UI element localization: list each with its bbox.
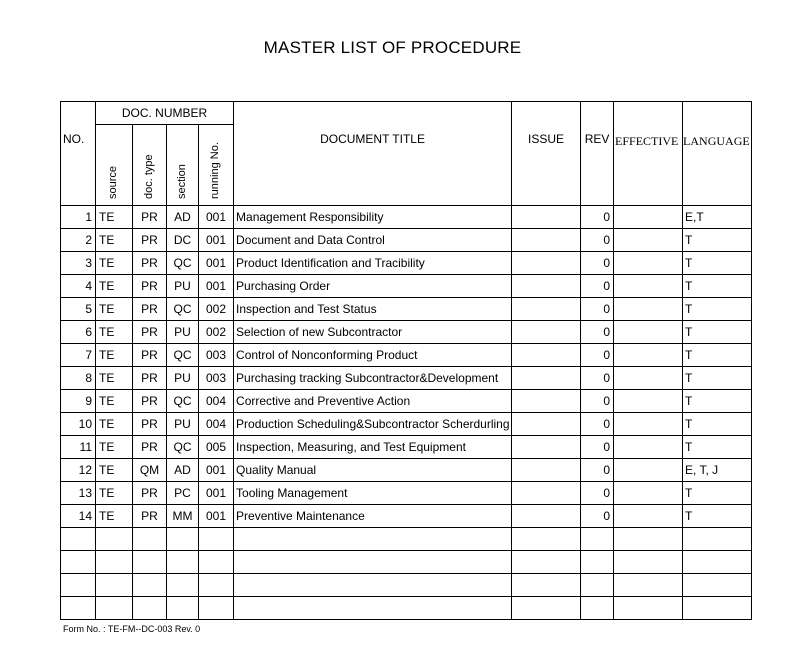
row-document-title: Corrective and Preventive Action bbox=[234, 390, 512, 413]
empty-cell bbox=[234, 574, 512, 597]
row-source: TE bbox=[96, 390, 133, 413]
row-effective bbox=[614, 344, 683, 367]
row-doc-type: PR bbox=[133, 436, 167, 459]
row-section: PU bbox=[167, 413, 199, 436]
empty-table-row bbox=[61, 551, 752, 574]
table-row bbox=[61, 252, 752, 275]
row-running-no: 001 bbox=[199, 206, 234, 229]
row-effective bbox=[614, 367, 683, 390]
row-source: TE bbox=[96, 436, 133, 459]
empty-cell bbox=[683, 597, 752, 620]
row-rev: 0 bbox=[581, 505, 614, 528]
row-no: 5 bbox=[61, 298, 96, 321]
row-no: 1 bbox=[61, 206, 96, 229]
empty-cell bbox=[96, 551, 133, 574]
row-running-no: 002 bbox=[199, 321, 234, 344]
row-running-no: 001 bbox=[199, 229, 234, 252]
row-language: T bbox=[683, 229, 752, 252]
empty-cell bbox=[614, 528, 683, 551]
header-doc-type: doc. type bbox=[133, 125, 167, 206]
row-running-no: 001 bbox=[199, 275, 234, 298]
empty-cell bbox=[512, 597, 581, 620]
row-no: 6 bbox=[61, 321, 96, 344]
table-row bbox=[61, 413, 752, 436]
empty-cell bbox=[133, 597, 167, 620]
row-language: T bbox=[683, 413, 752, 436]
empty-cell bbox=[234, 551, 512, 574]
table-row bbox=[61, 275, 752, 298]
row-issue bbox=[512, 298, 581, 321]
row-issue bbox=[512, 482, 581, 505]
row-effective bbox=[614, 390, 683, 413]
row-language: E, T, J bbox=[683, 459, 752, 482]
row-document-title: Inspection and Test Status bbox=[234, 298, 512, 321]
row-section: PU bbox=[167, 275, 199, 298]
row-rev: 0 bbox=[581, 413, 614, 436]
row-document-title: Document and Data Control bbox=[234, 229, 512, 252]
empty-cell bbox=[61, 597, 96, 620]
row-doc-type: PR bbox=[133, 321, 167, 344]
row-source: TE bbox=[96, 344, 133, 367]
empty-cell bbox=[96, 528, 133, 551]
row-source: TE bbox=[96, 206, 133, 229]
table-row bbox=[61, 482, 752, 505]
table-row bbox=[61, 390, 752, 413]
row-running-no: 002 bbox=[199, 298, 234, 321]
row-section: PC bbox=[167, 482, 199, 505]
empty-cell bbox=[167, 528, 199, 551]
procedure-table bbox=[60, 101, 752, 620]
row-doc-type: QM bbox=[133, 459, 167, 482]
header-section: section bbox=[167, 125, 199, 206]
row-issue bbox=[512, 321, 581, 344]
table-row bbox=[61, 367, 752, 390]
row-section: AD bbox=[167, 206, 199, 229]
row-running-no: 005 bbox=[199, 436, 234, 459]
row-section: QC bbox=[167, 344, 199, 367]
empty-cell bbox=[512, 551, 581, 574]
row-rev: 0 bbox=[581, 321, 614, 344]
row-document-title: Production Scheduling&Subcontractor Scherdurling bbox=[234, 413, 512, 436]
row-doc-type: PR bbox=[133, 505, 167, 528]
row-issue bbox=[512, 367, 581, 390]
row-language: T bbox=[683, 505, 752, 528]
row-language: T bbox=[683, 390, 752, 413]
row-source: TE bbox=[96, 505, 133, 528]
row-issue bbox=[512, 505, 581, 528]
row-language: T bbox=[683, 275, 752, 298]
row-source: TE bbox=[96, 298, 133, 321]
row-issue bbox=[512, 459, 581, 482]
table-row bbox=[61, 459, 752, 482]
row-document-title: Tooling Management bbox=[234, 482, 512, 505]
row-doc-type: PR bbox=[133, 482, 167, 505]
row-rev: 0 bbox=[581, 252, 614, 275]
row-source: TE bbox=[96, 413, 133, 436]
empty-cell bbox=[133, 574, 167, 597]
row-running-no: 001 bbox=[199, 505, 234, 528]
header-document-title: DOCUMENT TITLE bbox=[234, 102, 512, 206]
row-no: 7 bbox=[61, 344, 96, 367]
header-source: source bbox=[96, 125, 133, 206]
row-doc-type: PR bbox=[133, 413, 167, 436]
row-doc-type: PR bbox=[133, 344, 167, 367]
empty-table-row bbox=[61, 597, 752, 620]
row-rev: 0 bbox=[581, 482, 614, 505]
row-document-title: Product Identification and Tracibility bbox=[234, 252, 512, 275]
empty-cell bbox=[167, 574, 199, 597]
row-running-no: 003 bbox=[199, 344, 234, 367]
row-effective bbox=[614, 298, 683, 321]
row-running-no: 001 bbox=[199, 459, 234, 482]
row-rev: 0 bbox=[581, 206, 614, 229]
empty-cell bbox=[581, 574, 614, 597]
table-row bbox=[61, 344, 752, 367]
table-row bbox=[61, 298, 752, 321]
header-effective: EFFECTIVE bbox=[614, 102, 683, 206]
empty-cell bbox=[512, 574, 581, 597]
empty-cell bbox=[614, 574, 683, 597]
empty-cell bbox=[234, 597, 512, 620]
row-document-title: Control of Nonconforming Product bbox=[234, 344, 512, 367]
row-issue bbox=[512, 275, 581, 298]
row-issue bbox=[512, 413, 581, 436]
row-doc-type: PR bbox=[133, 367, 167, 390]
row-source: TE bbox=[96, 482, 133, 505]
row-rev: 0 bbox=[581, 229, 614, 252]
row-effective bbox=[614, 321, 683, 344]
empty-cell bbox=[61, 528, 96, 551]
empty-cell bbox=[61, 551, 96, 574]
row-rev: 0 bbox=[581, 436, 614, 459]
row-rev: 0 bbox=[581, 390, 614, 413]
empty-cell bbox=[614, 597, 683, 620]
row-effective bbox=[614, 252, 683, 275]
row-issue bbox=[512, 206, 581, 229]
row-no: 8 bbox=[61, 367, 96, 390]
empty-cell bbox=[581, 551, 614, 574]
row-source: TE bbox=[96, 275, 133, 298]
row-document-title: Selection of new Subcontractor bbox=[234, 321, 512, 344]
row-running-no: 004 bbox=[199, 390, 234, 413]
empty-cell bbox=[683, 528, 752, 551]
empty-cell bbox=[581, 528, 614, 551]
empty-cell bbox=[234, 528, 512, 551]
row-effective bbox=[614, 459, 683, 482]
row-language: T bbox=[683, 436, 752, 459]
row-issue bbox=[512, 390, 581, 413]
empty-cell bbox=[581, 597, 614, 620]
empty-cell bbox=[96, 597, 133, 620]
row-no: 12 bbox=[61, 459, 96, 482]
row-running-no: 001 bbox=[199, 252, 234, 275]
empty-cell bbox=[133, 528, 167, 551]
row-language: T bbox=[683, 252, 752, 275]
table-row bbox=[61, 505, 752, 528]
row-document-title: Preventive Maintenance bbox=[234, 505, 512, 528]
empty-cell bbox=[96, 574, 133, 597]
row-language: T bbox=[683, 321, 752, 344]
table-row bbox=[61, 206, 752, 229]
row-document-title: Quality Manual bbox=[234, 459, 512, 482]
row-effective bbox=[614, 229, 683, 252]
row-issue bbox=[512, 229, 581, 252]
row-source: TE bbox=[96, 321, 133, 344]
row-no: 3 bbox=[61, 252, 96, 275]
row-language: T bbox=[683, 344, 752, 367]
row-rev: 0 bbox=[581, 344, 614, 367]
empty-cell bbox=[683, 574, 752, 597]
table-row bbox=[61, 229, 752, 252]
table-row bbox=[61, 436, 752, 459]
row-document-title: Management Responsibility bbox=[234, 206, 512, 229]
row-rev: 0 bbox=[581, 459, 614, 482]
row-running-no: 004 bbox=[199, 413, 234, 436]
row-section: AD bbox=[167, 459, 199, 482]
row-section: DC bbox=[167, 229, 199, 252]
row-effective bbox=[614, 436, 683, 459]
row-section: QC bbox=[167, 436, 199, 459]
row-section: MM bbox=[167, 505, 199, 528]
row-doc-type: PR bbox=[133, 298, 167, 321]
row-language: T bbox=[683, 367, 752, 390]
row-issue bbox=[512, 252, 581, 275]
header-no: NO. bbox=[61, 102, 96, 206]
row-running-no: 003 bbox=[199, 367, 234, 390]
row-doc-type: PR bbox=[133, 390, 167, 413]
empty-cell bbox=[199, 528, 234, 551]
row-rev: 0 bbox=[581, 275, 614, 298]
row-doc-type: PR bbox=[133, 229, 167, 252]
header-language: LANGUAGE bbox=[683, 102, 752, 206]
empty-cell bbox=[614, 551, 683, 574]
empty-table-row bbox=[61, 528, 752, 551]
row-document-title: Purchasing Order bbox=[234, 275, 512, 298]
row-no: 4 bbox=[61, 275, 96, 298]
empty-table-row bbox=[61, 574, 752, 597]
row-language: T bbox=[683, 482, 752, 505]
row-source: TE bbox=[96, 459, 133, 482]
row-document-title: Inspection, Measuring, and Test Equipment bbox=[234, 436, 512, 459]
row-doc-type: PR bbox=[133, 206, 167, 229]
row-rev: 0 bbox=[581, 367, 614, 390]
row-section: PU bbox=[167, 367, 199, 390]
header-doc-number: DOC. NUMBER bbox=[96, 102, 234, 125]
row-section: PU bbox=[167, 321, 199, 344]
row-effective bbox=[614, 413, 683, 436]
empty-cell bbox=[61, 574, 96, 597]
row-effective bbox=[614, 275, 683, 298]
row-issue bbox=[512, 344, 581, 367]
empty-cell bbox=[512, 528, 581, 551]
empty-cell bbox=[199, 574, 234, 597]
row-issue bbox=[512, 436, 581, 459]
row-language: E,T bbox=[683, 206, 752, 229]
row-section: QC bbox=[167, 252, 199, 275]
row-effective bbox=[614, 482, 683, 505]
row-no: 2 bbox=[61, 229, 96, 252]
row-no: 13 bbox=[61, 482, 96, 505]
row-section: QC bbox=[167, 298, 199, 321]
row-source: TE bbox=[96, 252, 133, 275]
row-running-no: 001 bbox=[199, 482, 234, 505]
row-effective bbox=[614, 206, 683, 229]
row-section: QC bbox=[167, 390, 199, 413]
row-no: 9 bbox=[61, 390, 96, 413]
row-doc-type: PR bbox=[133, 275, 167, 298]
row-rev: 0 bbox=[581, 298, 614, 321]
row-no: 14 bbox=[61, 505, 96, 528]
header-issue: ISSUE bbox=[512, 102, 581, 206]
empty-cell bbox=[133, 551, 167, 574]
form-number-footer: Form No. : TE-FM--DC-003 Rev. 0 bbox=[63, 624, 201, 634]
empty-cell bbox=[199, 597, 234, 620]
header-running-no: running No. bbox=[199, 125, 234, 206]
empty-cell bbox=[167, 597, 199, 620]
header-rev: REV bbox=[581, 102, 614, 206]
row-source: TE bbox=[96, 367, 133, 390]
row-document-title: Purchasing tracking Subcontractor&Development bbox=[234, 367, 512, 390]
empty-cell bbox=[199, 551, 234, 574]
row-no: 11 bbox=[61, 436, 96, 459]
empty-cell bbox=[167, 551, 199, 574]
row-doc-type: PR bbox=[133, 252, 167, 275]
row-source: TE bbox=[96, 229, 133, 252]
page-title: MASTER LIST OF PROCEDURE bbox=[263, 38, 522, 57]
table-row bbox=[61, 321, 752, 344]
row-no: 10 bbox=[61, 413, 96, 436]
empty-cell bbox=[683, 551, 752, 574]
row-effective bbox=[614, 505, 683, 528]
row-language: T bbox=[683, 298, 752, 321]
